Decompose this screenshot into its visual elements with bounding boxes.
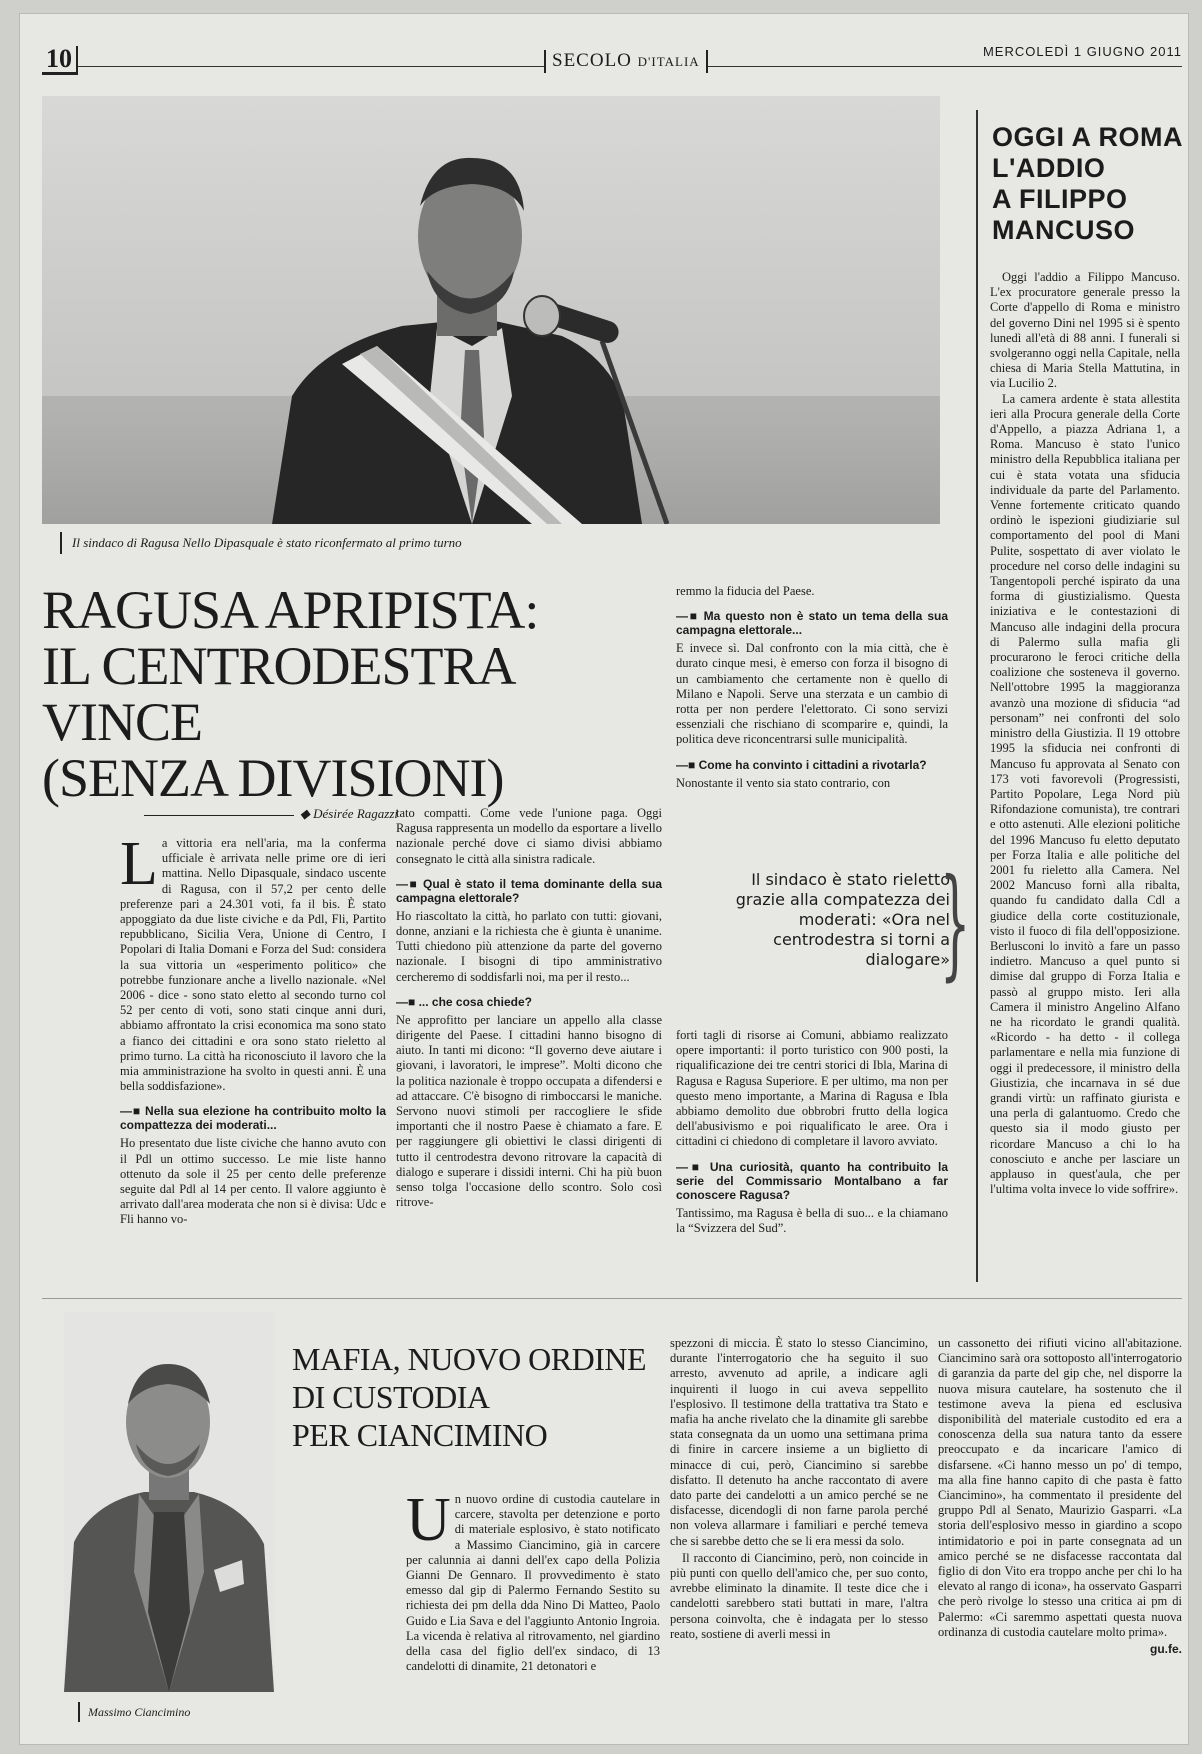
paragraph-text: n nuovo ordine di custodia cautelare in carcere, stavolta per detenzione e porto di materiale esplosivo, è stato notificato a Massimo Ciancimino, già in carcere per calunnia ai danni dell'ex capo della Polizia Gianni De Gennaro. Il provvedimento è stato emesso dal gip di Palermo Fernando Sestito su richiesta dei pm della dda Nino Di Matteo, Paolo Guido e Lia Sava e del l'aggiunto Antonio Ingroia. La vicenda è relativa al ritrovamento, nel giardino della casa del figlio dell'ex sindaco, di 13 candelotti di dinamite, 21 detonatori e [406,1492,660,1674]
mayor-photo [42,96,940,524]
paragraph: un cassonetto dei rifiuti vicino all'abitazione. Ciancimino sarà ora sottoposto all'interrogatorio di garanzia da parte del gip che, nel disporre la nuova misura cautelare, ha sostenuto che il testimone aveva la piena ed esclusiva disponibilità del materiale custodito ed era a conoscenza della sua natura tanto da essere preoccupato e da incaricare l'amico di disfarsene. «Ci hanno messo un po' di tempo, ma alla fine hanno capito di che pasta è fatto Ciancimino», ha commentato il presidente del gruppo Pdl al Senato, Maurizio Gasparri. «La storia dell'esplosivo messo in giardino a scopo intimidatorio e poi in parte consegnata ad un amico perché se ne disfacesse raccontata dal figlio di don Vito era troppo anche per chi lo ha elevato al rango di icona», ha osservato Gasparri che però rivolge lo stesso una critica ai pm di Palermo: «Ci saremmo aspettati questa nuova ordinanza di custodia cautelare molto prima». [938,1336,1182,1639]
headline-line-1: MAFIA, NUOVO ORDINE [292,1341,647,1377]
paragraph: Tantissimo, ma Ragusa è bella di suo... e la chiamano la “Svizzera del Sud”. [676,1205,948,1235]
paragraph [406,1486,660,1674]
interview-question: —■ Ma questo non è stato un tema della sua campagna elettorale... [676,609,948,638]
newspaper-page [20,14,1188,1744]
brace-decoration: } [939,854,970,993]
newspaper-title: SECOLO [552,50,632,71]
photo-caption: Massimo Ciancimino [78,1702,190,1722]
bottom-column-3 [938,1336,1182,1659]
article-column-3-top [676,584,948,793]
article-column-2 [396,806,662,1212]
headline-line-2: DI CUSTODIA [292,1379,490,1415]
newspaper-suffix: D'ITALIA [637,54,700,69]
bottom-column-1 [406,1486,660,1676]
byline-author: ◆ Désirée Ragazzi [299,806,398,821]
page-number: 10 [42,46,78,75]
paragraph: remmo la fiducia del Paese. [676,584,815,598]
secondary-headline [292,1340,692,1454]
article-column-1 [120,830,386,1230]
page-header [42,36,1182,76]
mayor-photo-image [42,96,940,524]
headline-line-1: RAGUSA APRIPISTA: [42,580,539,640]
ciancimino-photo-image [64,1312,274,1692]
issue-date: MERCOLEDÌ 1 GIUGNO 2011 [982,44,1182,59]
ciancimino-photo [64,1312,274,1692]
drop-cap: U [406,1486,451,1554]
interview-question: —■ Qual è stato il tema dominante della sua campagna elettorale? [396,876,662,905]
article-column-3-bottom [676,1028,948,1238]
interview-question: —■ Nella sua elezione ha contribuito molto la compattezza dei moderati... [120,1104,386,1133]
author-signature: gu.fe. [1150,1642,1182,1657]
paragraph: Il racconto di Ciancimino, però, non coincide in più punti con quello dell'amico che, per suo conto, avrebbe eliminato la dinamite. Il teste dice che i candelotti sarebbero stati buttati in mare, l'altra persona coinvolta, che è indagata per lo stesso reato, sostiene di averli messi in [670,1550,928,1641]
paragraph: Ho presentato due liste civiche che hanno avuto con il Pdl un ottimo successo. Le mie liste hanno ottenuto da sole il 25 per cento delle preferenze seguite dal Pdl al 14 per cento. Il valore aggiunto è arrivato dall'area moderata che non si è divisa: Udc e Fli hanno vo- [120,1136,386,1227]
headline-line-3: PER CIANCIMINO [292,1417,548,1453]
paragraph: Ho riascoltato la città, ho parlato con tutti: giovani, donne, anziani e la richiesta che è giunta è unanime. Tutti chiedono più attenzione da parte del governo nazionale. I bisogni di tipo amministrativo cercheremo di soddisfarli noi, ma per il resto... [396,908,662,984]
paragraph: forti tagli di risorse ai Comuni, abbiamo realizzato opere importanti: il porto turistico con 900 posti, la riqualificazione dei tre centri storici di Ibla, Marina di Ragusa e Ragusa Superiore. E per ultimo, ma non per questo meno importante, a Marina di Ragusa e Ibla abbiamo demolito due obbrobri frutto della logica dell'abusivismo e poi riqualificato le aree. Ora i cittadini ci chiedono di completare il lavoro avviato. [676,1028,948,1149]
sidebar-body [990,270,1180,1197]
paragraph-text: a vittoria era nell'aria, ma la conferma ufficiale è arrivata nelle prime ore di ieri mattina. Nello Dipasquale, sindaco uscente di Ragusa, con il 57,2 per cento delle preferenze pari a 24.301 voti, fa il bis. È stato appoggiato da due liste civiche e da Pdl, Fli, Partito repubblicano, Sicilia Vera, Unione di Centro, I Popolari di Italia Domani e Forza del Sud: considera la sua vittoria un «esperimento politico» che potrebbe funzionare anche a livello nazionale. «Nel 2006 - dice - sono stato eletto al secondo turno col 52 per cento di voti, sono stati cinque anni duri, abbiamo affrontato la crisi economica ma sono stato a fianco dei cittadini e ora sono stato rieletto al primo turno. La città ha riconosciuto il lavoro che la mia amministrazione ha svolto in questi anni. È una bella soddisfazione». [120,836,386,1094]
pull-quote [722,854,970,993]
drop-cap: L [120,830,158,898]
main-headline [42,582,662,806]
sidebar-headline-line-4: MANCUSO [992,215,1135,245]
sidebar-headline [992,122,1184,246]
paragraph: La camera ardente è stata allestita ieri alla Procura generale della Corte d'Appello, a piazza Adriana 1, a Roma. Mancuso è stato l'unico ministro della Repubblica italiana per cui è stata votata una sfiducia individuale da parte del Parlamento. Venne fortemente criticato quando ordinò le ispezioni giudiziarie sul comportamento del pool di Mani Pulite, sospettato di aver violato le procedure nel corso delle indagini su Tangentopoli perché ispirato da una forma di giustizialismo. Questa iniziativa e le contestazioni di Mancuso alle indagini della procura di Palermo sulla mafia gli procurarono le feroci critiche della coalizione che sosteneva il governo. Nell'ottobre 1995 la maggioranza avanzò una mozione di sfiducia “ad personam” nei confronti del solo ministro della Giustizia. Il 19 ottobre 1995 la sfiducia nei confronti di Mancuso fu approvata al Senato con 173 voti favorevoli (Progressisti, Partito Popolare, Lega Nord più Rifondazione comunista), tre contrari e otto astenuti. Alle elezioni politiche del 1996 Mancuso fu eletto deputato per Forza Italia e alle politiche del 2001 fu rieletto alla Camera. Nel 2002 Mancuso fornì alla ribalta, quando fu candidato dalla Cdl a giudice della corte costituzionale, visto il fuoco di fila dell'opposizione. Berlusconi lo invitò a fare un passo indietro. Mancuso a quel punto si dimise dal gruppo di Forza Italia e passò al gruppo misto. Ieri alla Camera il ministro Angelino Alfano ne ha ricordato le grandi qualità. «Ricordo - ha detto - il collega parlamentare e nella mia funzione di oggi il predecessore, il ministro della Giustizia, che incarnava in sé due grandi virtù: un raffinato giurista e una perla di galantuomo. Credo che questo sia il modo giusto per ricordare Mancuso a chi lo ha conosciuto e anche per lasciare un applauso in quest'aula, che per l'ultima volta invece lo vide soffrire». [990,391,1180,1197]
interview-question: —■ Come ha convinto i cittadini a rivotarla? [676,757,927,772]
sidebar-headline-line-3: A FILIPPO [992,184,1128,214]
photo-caption: Il sindaco di Ragusa Nello Dipasquale è stato riconfermato al primo turno [60,532,462,554]
paragraph: E invece sì. Dal confronto con la mia città, che è durato cinque mesi, è emerso con forza il bisogno di un cambiamento che certamente non è quello di Milano e Napoli. Serve una sterzata e un cambio di rotta per non perdere l'elettorato. Ci sono servizi essenziali che rischiano di scomparire e, quindi, la politica deve riconcentrarsi sulle municipalità. [676,641,948,747]
sidebar-headline-line-2: L'ADDIO [992,153,1106,183]
paragraph: spezzoni di miccia. È stato lo stesso Ciancimino, durante l'interrogatorio che ha seguito il suo arresto, avvenuto ad aprile, a indicare agli inquirenti il luogo in cui aveva seppellito l'esplosivo. Il testimone della trattativa tra Stato e mafia ha anche rivelato che la dinamite gli sarebbe stata consegnata da un uomo una settimana prima di finire in carcere insieme a un biglietto di minacce di cui, però, Ciancimino si sarebbe disfatto. Il detenuto ha anche raccontato di avere dato parte dei candelotti a un amico perché se ne disfacesse, dicendogli di non farne parola perché non voleva allarmare i familiari e perché temeva che si sarebbe detto che se li era messi da solo. [670,1336,928,1548]
sidebar-headline-line-1: OGGI A ROMA [992,122,1183,152]
pull-quote-text: Il sindaco è stato rieletto grazie alla compatezza dei moderati: «Ora nel centrodestra si torni a dialogare» [735,870,950,969]
byline [130,806,398,822]
headline-line-2: IL CENTRODESTRA VINCE [42,636,513,752]
headline-line-3: (SENZA DIVISIONI) [42,748,504,808]
byline-rule [144,815,294,816]
section-divider [42,1298,1182,1299]
paragraph: Ne approfitto per lanciare un appello alla classe dirigente del Paese. I cittadini hanno bisogno di aiuto. In tanti mi dicono: “Il governo deve aiutare i giovani, i lavoratori, le imprese”. Molti dicono che la politica nazionale è troppo occupata a difendersi e ad attaccare. C'è bisogno di rimboccarsi le maniche. Servono nuovi stimoli per raccogliere le sfide importanti che il nostro Paese è chiamato a fare. E per raggiungere gli obiettivi le classi dirigenti di tutto il centrodestra devono ritrovare la capacità di dialogo e superare i dissidi interni. Chi ha più buon senso tolga l'occasione dello scontro. Solo così ritrove- [396,1012,662,1210]
paragraph: Nonostante il vento sia stato contrario, con [676,775,891,790]
paragraph: Oggi l'addio a Filippo Mancuso. L'ex procuratore generale presso la Corte d'appello di Roma e ministro del governo Dini nel 1995 si è spento lunedì all'età di 88 anni. I funerali si svolgeranno oggi nella Capitale, nella chiesa di Maria Stella Mattutina, in via Lucilio 2. [990,270,1180,391]
sidebar-article [976,110,1184,1282]
paragraph: tato compatti. Come vede l'unione paga. Oggi Ragusa rappresenta un modello da esportare a livello nazionale perché dove ci siamo divisi abbiamo consegnato le città alla sinistra radicale. [396,806,662,866]
interview-question: —■ ... che cosa chiede? [396,994,532,1009]
newspaper-name [544,50,708,73]
bottom-column-2 [670,1336,928,1644]
interview-question: —■ Una curiosità, quanto ha contribuito la serie del Commissario Montalbano a far conoscere Ragusa? [676,1159,948,1202]
paragraph [120,830,386,1094]
